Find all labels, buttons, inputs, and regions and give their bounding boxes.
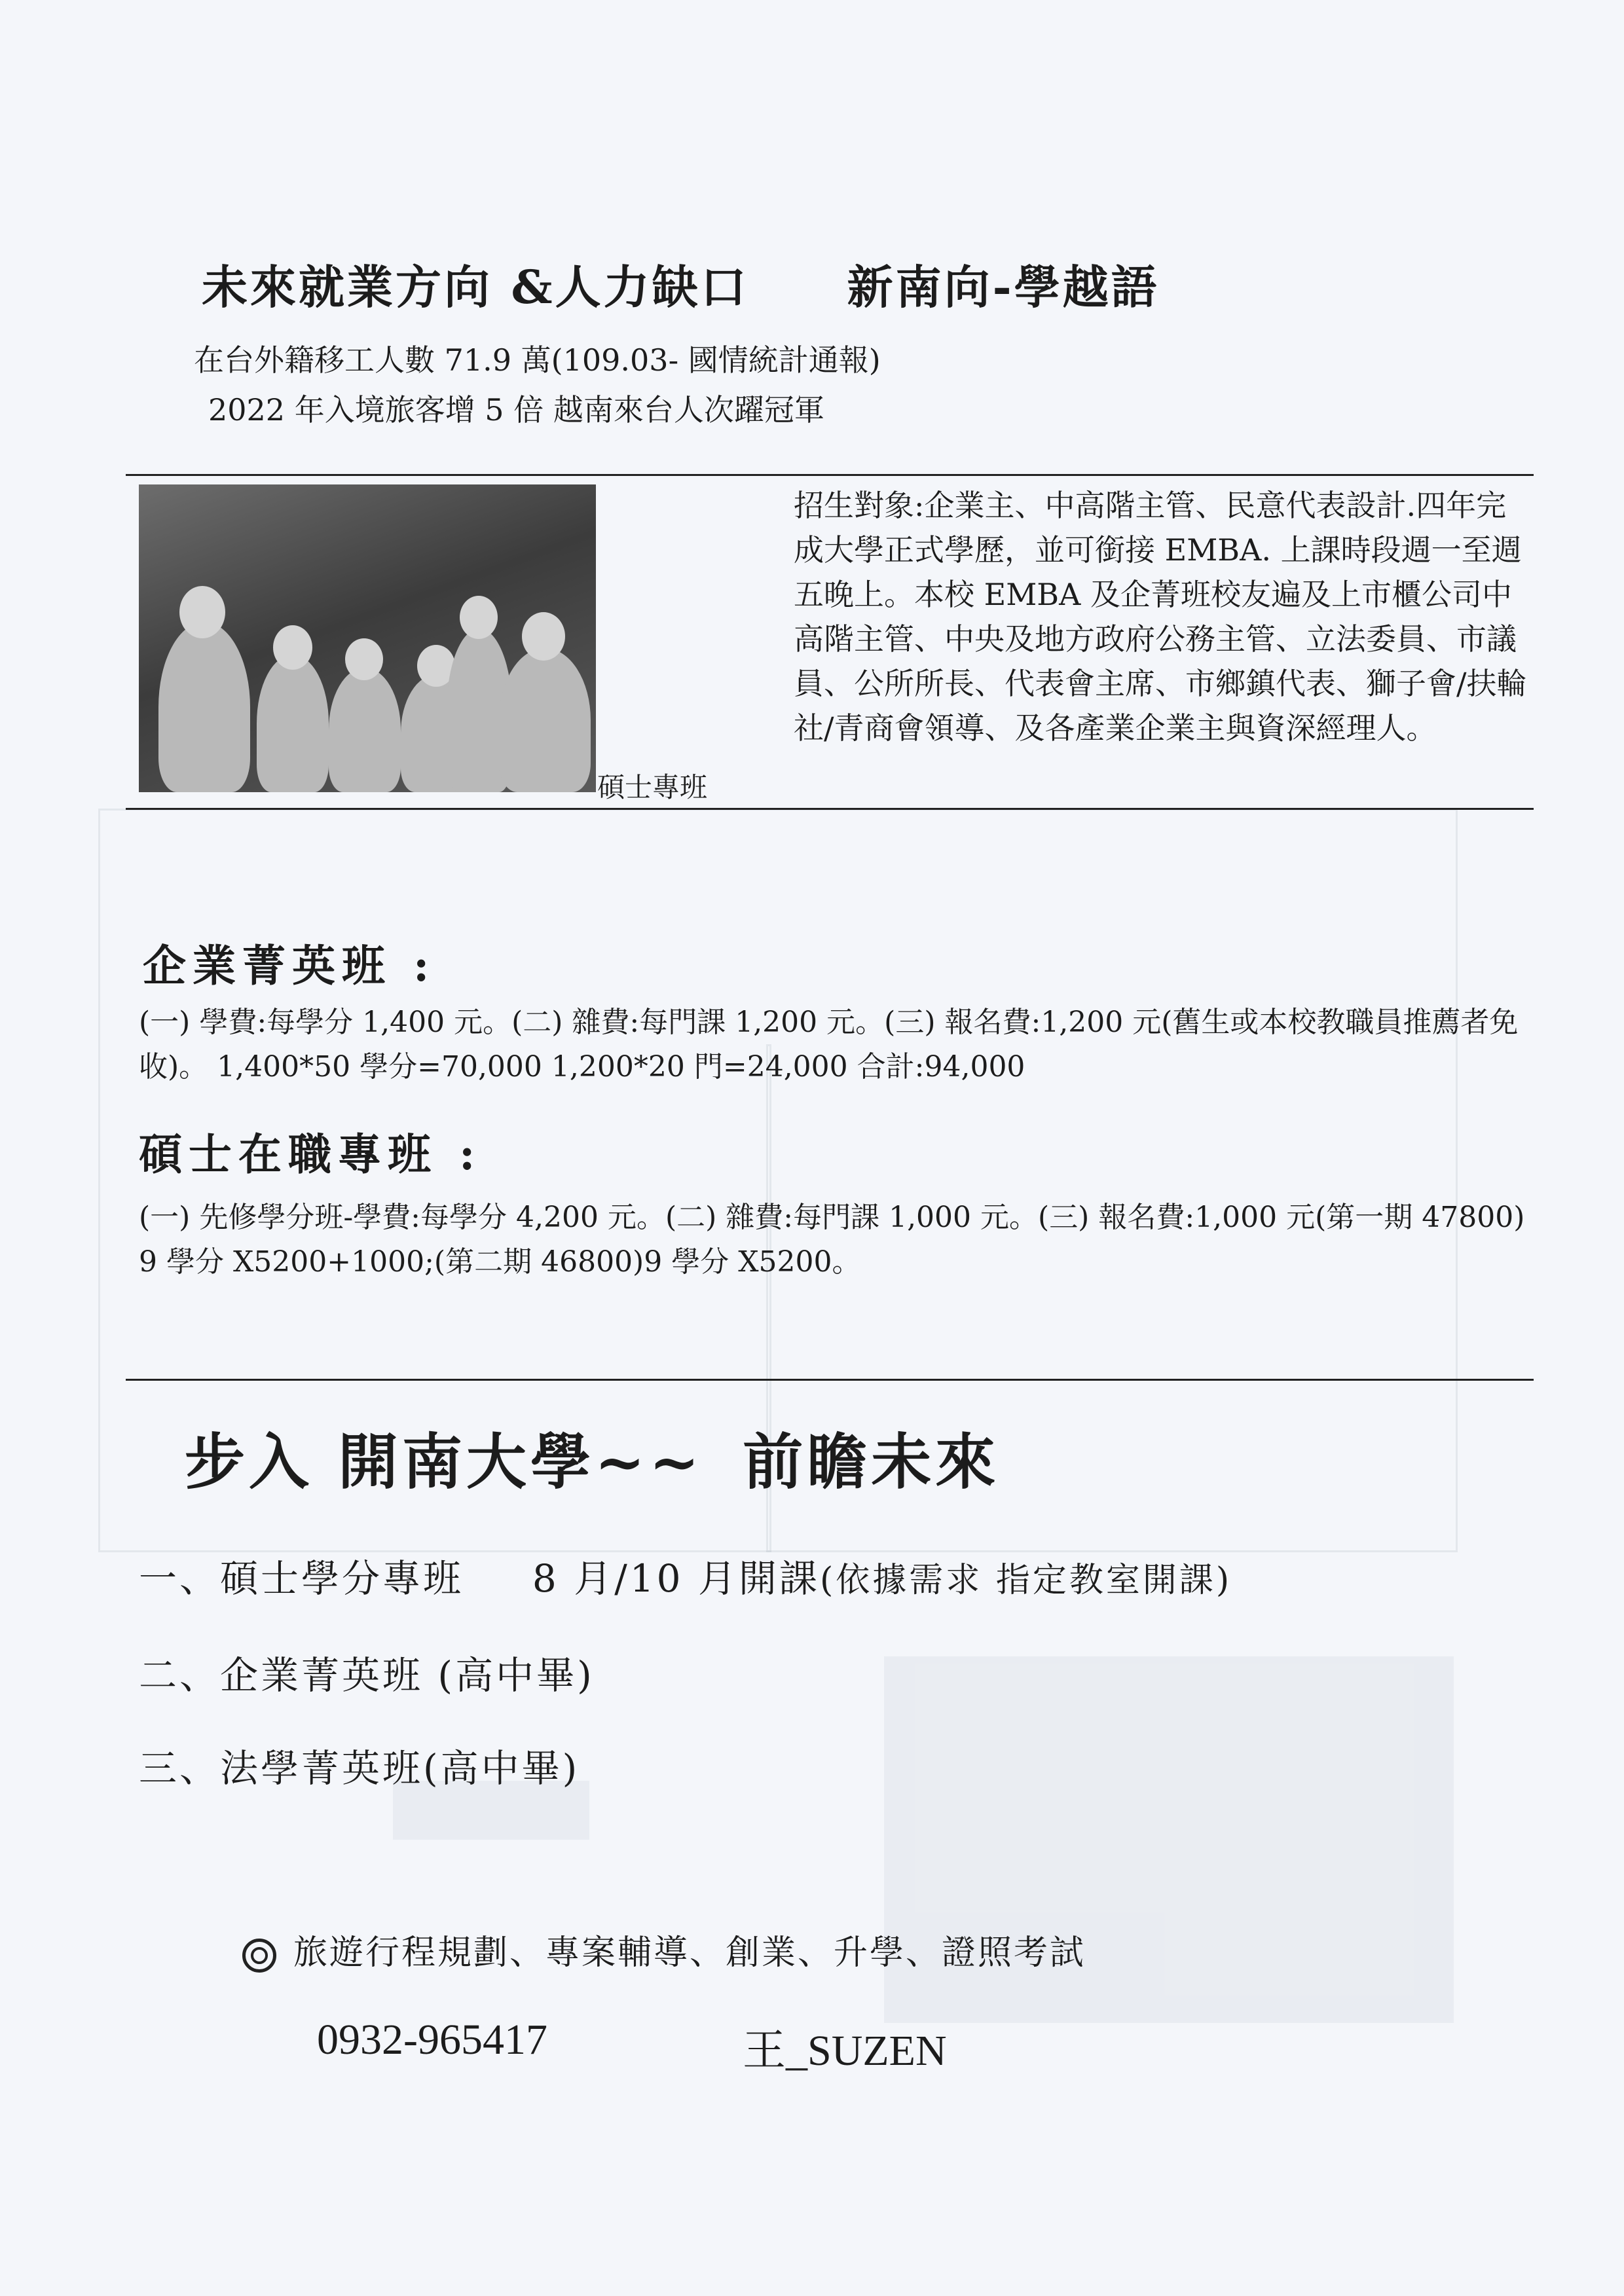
program-item-masters-credit [139, 1548, 1232, 1603]
program-detail: 8 月/10 月開課 [532, 1556, 821, 1601]
masters-fees: (一) 先修學分班-學費:每學分 4,200 元。(二) 雜費:每門課 1,000 元。(三) 報名費:1,000 元(第一期 47800) 9 學分 X5200+1000;(第二期 46800)9 學分 X5200。 [139, 1201, 1525, 1279]
program-item-enterprise: 二、企業菁英班 (高中畢) [139, 1653, 595, 1698]
slogan-right: 前瞻未來 [743, 1427, 1000, 1497]
photo-caption: 碩士專班 [597, 771, 708, 803]
program-note: (依據需求 指定教室開課) [820, 1561, 1232, 1600]
subtitle-migrant-workers: 在台外籍移工人數 71.9 萬(109.03- 國情統計通報) [194, 342, 881, 378]
group-photo [139, 484, 596, 792]
title-left: 未來就業方向 &人力缺口 [202, 260, 749, 314]
bottom-divider [126, 808, 1534, 810]
title-right: 新南向-學越語 [847, 260, 1160, 314]
program-label: 一、碩士學分專班 [139, 1556, 464, 1601]
page-title [202, 251, 1160, 317]
program-item-law: 三、法學菁英班(高中畢) [139, 1746, 580, 1791]
contact-phone: 0932-965417 [317, 2016, 547, 2064]
slogan-left: 步入 開南大學~~ [185, 1427, 704, 1497]
masters-heading: 碩士在職專班 : [139, 1129, 482, 1180]
slogan-divider [126, 1379, 1534, 1381]
services-text: 旅遊行程規劃、專案輔導、創業、升學、證照考試 [293, 1933, 1086, 1973]
enterprise-heading: 企業菁英班 : [143, 940, 436, 991]
subtitle-tourists: 2022 年入境旅客增 5 倍 越南來台人次躍冠軍 [208, 392, 824, 428]
admission-intro: 招生對象:企業主、中高階主管、民意代表設計.四年完成大學正式學歷，並可銜接 EMBA. 上課時段週一至週五晚上。本校 EMBA 及企菁班校友遍及上市櫃公司中高階主管、中央及地方政府公務主管、立法委員、市議員、公所所長、代表會主席、市鄉鎮代表、獅子會/扶輪社/青商會領導、及各產業企業主與資深經理人。 [794, 488, 1527, 746]
top-divider [126, 474, 1534, 476]
enterprise-fees: (一) 學費:每學分 1,400 元。(二) 雜費:每門課 1,200 元。(三) 報名費:1,200 元(舊生或本校教職員推薦者免收)。 1,400*50 學分=70,000 1,200*20 門=24,000 合計:94,000 [139, 1006, 1519, 1084]
bullseye-icon [242, 1939, 276, 1973]
contact-name: 王_SUZEN [743, 2027, 947, 2075]
slogan [185, 1414, 999, 1501]
services-line [242, 1925, 1086, 1974]
